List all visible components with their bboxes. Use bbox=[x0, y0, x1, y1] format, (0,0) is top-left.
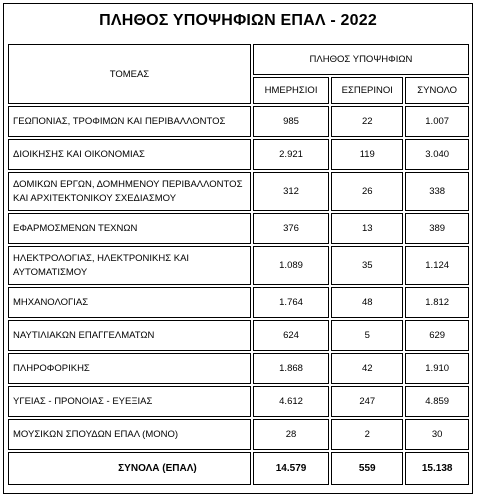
header-group: ΠΛΗΘΟΣ ΥΠΟΨΗΦΙΩΝ bbox=[253, 44, 469, 75]
evening-cell: 48 bbox=[331, 287, 403, 318]
total-cell: 1.007 bbox=[405, 106, 469, 137]
sector-cell: ΗΛΕΚΤΡΟΛΟΓΙΑΣ, ΗΛΕΚΤΡΟΝΙΚΗΣ ΚΑΙ ΑΥΤΟΜΑΤΙΣΜΟΥ bbox=[8, 246, 251, 285]
header-evening: ΕΣΠΕΡΙΝΟΙ bbox=[331, 77, 403, 104]
day-cell: 1.868 bbox=[253, 353, 329, 384]
table-row bbox=[8, 139, 469, 170]
header-total: ΣΥΝΟΛΟ bbox=[405, 77, 469, 104]
day-cell: 624 bbox=[253, 320, 329, 351]
total-cell: 30 bbox=[405, 419, 469, 450]
day-cell: 28 bbox=[253, 419, 329, 450]
evening-cell: 5 bbox=[331, 320, 403, 351]
evening-cell: 247 bbox=[331, 386, 403, 417]
total-cell: 3.040 bbox=[405, 139, 469, 170]
page-title: ΠΛΗΘΟΣ ΥΠΟΨΗΦΙΩΝ ΕΠΑΛ - 2022 bbox=[99, 12, 377, 29]
total-cell: 629 bbox=[405, 320, 469, 351]
table-row bbox=[8, 386, 469, 417]
day-cell: 1.089 bbox=[253, 246, 329, 285]
evening-cell: 42 bbox=[331, 353, 403, 384]
table-row bbox=[8, 106, 469, 137]
day-cell: 2.921 bbox=[253, 139, 329, 170]
day-cell: 1.764 bbox=[253, 287, 329, 318]
evening-cell: 119 bbox=[331, 139, 403, 170]
table-body bbox=[8, 106, 469, 485]
evening-cell: 13 bbox=[331, 213, 403, 244]
totals-row bbox=[8, 452, 469, 485]
totals-total: 15.138 bbox=[405, 452, 469, 485]
total-cell: 4.859 bbox=[405, 386, 469, 417]
day-cell: 376 bbox=[253, 213, 329, 244]
sector-cell: ΓΕΩΠΟΝΙΑΣ, ΤΡΟΦΙΜΩΝ ΚΑΙ ΠΕΡΙΒΑΛΛΟΝΤΟΣ bbox=[8, 106, 251, 137]
total-cell: 1.812 bbox=[405, 287, 469, 318]
document-frame bbox=[3, 3, 473, 494]
day-cell: 985 bbox=[253, 106, 329, 137]
evening-cell: 35 bbox=[331, 246, 403, 285]
total-cell: 1.910 bbox=[405, 353, 469, 384]
sector-cell: ΝΑΥΤΙΛΙΑΚΩΝ ΕΠΑΓΓΕΛΜΑΤΩΝ bbox=[8, 320, 251, 351]
sector-cell: ΔΙΟΙΚΗΣΗΣ ΚΑΙ ΟΙΚΟΝΟΜΙΑΣ bbox=[8, 139, 251, 170]
table-row bbox=[8, 320, 469, 351]
table-row bbox=[8, 172, 469, 211]
header-day: ΗΜΕΡΗΣΙΟΙ bbox=[253, 77, 329, 104]
table-row bbox=[8, 246, 469, 285]
totals-evening: 559 bbox=[331, 452, 403, 485]
candidates-table bbox=[6, 42, 471, 487]
totals-day: 14.579 bbox=[253, 452, 329, 485]
total-cell: 338 bbox=[405, 172, 469, 211]
day-cell: 4.612 bbox=[253, 386, 329, 417]
sector-cell: ΕΦΑΡΜΟΣΜΕΝΩΝ ΤΕΧΝΩΝ bbox=[8, 213, 251, 244]
header-sector: ΤΟΜΕΑΣ bbox=[8, 44, 251, 104]
table-row bbox=[8, 419, 469, 450]
totals-label: ΣΥΝΟΛΑ (ΕΠΑΛ) bbox=[8, 452, 251, 485]
table-row bbox=[8, 353, 469, 384]
total-cell: 1.124 bbox=[405, 246, 469, 285]
sector-cell: ΥΓΕΙΑΣ - ΠΡΟΝΟΙΑΣ - ΕΥΕΞΙΑΣ bbox=[8, 386, 251, 417]
evening-cell: 26 bbox=[331, 172, 403, 211]
day-cell: 312 bbox=[253, 172, 329, 211]
evening-cell: 22 bbox=[331, 106, 403, 137]
sector-cell: ΠΛΗΡΟΦΟΡΙΚΗΣ bbox=[8, 353, 251, 384]
table-row bbox=[8, 213, 469, 244]
evening-cell: 2 bbox=[331, 419, 403, 450]
sector-cell: ΜΗΧΑΝΟΛΟΓΙΑΣ bbox=[8, 287, 251, 318]
table-row bbox=[8, 287, 469, 318]
total-cell: 389 bbox=[405, 213, 469, 244]
sector-cell: ΔΟΜΙΚΩΝ ΕΡΓΩΝ, ΔΟΜΗΜΕΝΟΥ ΠΕΡΙΒΑΛΛΟΝΤΟΣ ΚΑΙ ΑΡΧΙΤΕΚΤΟΝΙΚΟΥ ΣΧΕΔΙΑΣΜΟΥ bbox=[8, 172, 251, 211]
sector-cell: ΜΟΥΣΙΚΩΝ ΣΠΟΥΔΩΝ ΕΠΑΛ (ΜΟΝΟ) bbox=[8, 419, 251, 450]
